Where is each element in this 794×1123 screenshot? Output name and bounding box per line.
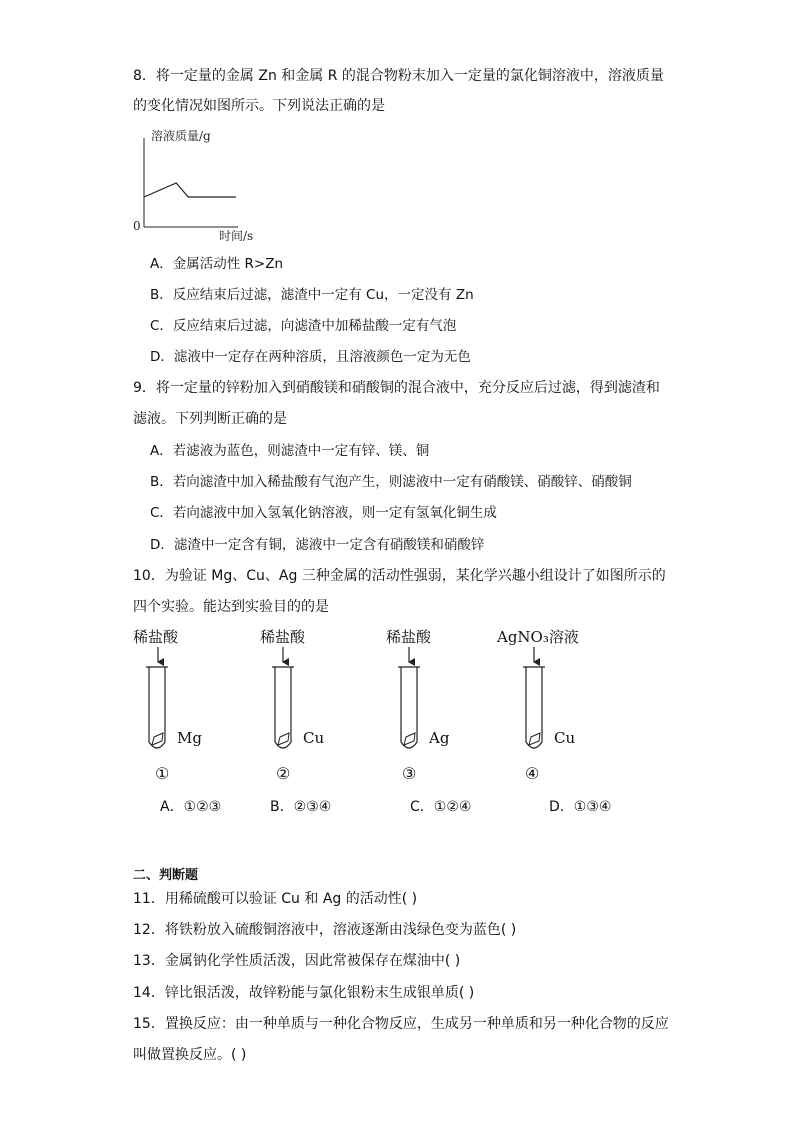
tube2-reagent-label: 稀盐酸	[260, 628, 306, 646]
tube1-metal-label: Mg	[177, 729, 202, 747]
metal-piece	[278, 733, 289, 745]
tube-body	[401, 667, 417, 748]
tube2-number: ②	[276, 764, 291, 783]
judgment-item-12: 12．将铁粉放入硫酸铜溶液中，溶液逐渐由浅绿色变为蓝色( )	[133, 922, 517, 938]
q9-stem-line1: 9．将一定量的锌粉加入到硝酸镁和硝酸铜的混合液中，充分反应后过滤，得到滤渣和	[133, 380, 660, 396]
tube1-number: ①	[155, 764, 170, 783]
judgment-item-11: 11．用稀硫酸可以验证 Cu 和 Ag 的活动性( )	[133, 891, 418, 907]
metal-piece	[529, 733, 540, 745]
q9-option-d: D．滤渣中一定含有铜，滤液中一定含有硝酸镁和硝酸锌	[150, 537, 485, 553]
tube3-reagent-label: 稀盐酸	[386, 628, 432, 646]
q9-option-a: A．若滤液为蓝色，则滤渣中一定有锌、镁、铜	[150, 443, 430, 459]
tube2-metal-label: Cu	[303, 729, 325, 747]
q8-option-d: D．滤液中一定存在两种溶质，且溶液颜色一定为无色	[150, 349, 471, 365]
q8-option-a: A．金属活动性 R>Zn	[150, 256, 284, 272]
y-axis-label: 溶液质量/g	[151, 129, 211, 143]
q8-stem-line1: 8．将一定量的金属 Zn 和金属 R 的混合物粉末加入一定量的氯化铜溶液中，溶液质量	[133, 68, 664, 84]
q10-stem-line1: 10．为验证 Mg、Cu、Ag 三种金属的活动性强弱，某化学兴趣小组设计了如图所示的	[133, 568, 666, 584]
q8-stem-line2: 的变化情况如图所示。下列说法正确的是	[133, 98, 385, 114]
q10-choice-c: C．①②④	[410, 799, 472, 815]
tube4-number: ④	[525, 764, 540, 783]
q9-option-c: C．若向滤液中加入氢氧化钠溶液，则一定有氢氧化铜生成	[150, 505, 497, 521]
tube-body	[275, 667, 291, 748]
section2-title: 二、判断题	[133, 868, 199, 883]
test-tube-4	[523, 647, 545, 748]
tube3-number: ③	[402, 764, 417, 783]
metal-piece	[404, 733, 415, 745]
judgment-item-15: 15．置换反应：由一种单质与一种化合物反应，生成另一种单质和另一种化合物的反应	[133, 1016, 669, 1032]
q10-choice-d: D．①③④	[549, 799, 612, 815]
tube1-reagent-label: 稀盐酸	[133, 628, 179, 646]
q8-option-b: B．反应结束后过滤，滤渣中一定有 Cu，一定没有 Zn	[150, 287, 474, 303]
judgment-item-13: 13．金属钠化学性质活泼，因此常被保存在煤油中( )	[133, 953, 461, 969]
test-tube-3	[398, 647, 420, 748]
q9-stem-line2: 滤液。下列判断正确的是	[133, 411, 287, 427]
q10-stem-line2: 四个实验。能达到实验目的的是	[133, 599, 329, 615]
tube4-reagent-label: AgNO₃溶液	[497, 628, 579, 646]
judgment-item-14: 14．锌比银活泼，故锌粉能与氯化银粉末生成银单质( )	[133, 985, 475, 1001]
judgment-item-15-cont: 叫做置换反应。( )	[133, 1047, 247, 1063]
tube4-metal-label: Cu	[554, 729, 576, 747]
metal-piece	[152, 733, 163, 745]
test-tube-2	[272, 647, 294, 748]
mass-curve-line	[144, 183, 236, 197]
q9-option-b: B．若向滤渣中加入稀盐酸有气泡产生，则滤液中一定有硝酸镁、硝酸锌、硝酸铜	[150, 474, 632, 490]
x-axis-label: 时间/s	[219, 229, 254, 243]
tube3-metal-label: Ag	[429, 729, 450, 747]
q8-option-c: C．反应结束后过滤，向滤渣中加稀盐酸一定有气泡	[150, 318, 457, 334]
q10-choice-b: B．②③④	[270, 799, 332, 815]
tube-body	[149, 667, 165, 748]
q10-choice-a: A．①②③	[160, 799, 222, 815]
test-tube-1	[146, 647, 168, 748]
origin-label: 0	[133, 219, 141, 233]
tube-body	[526, 667, 542, 748]
